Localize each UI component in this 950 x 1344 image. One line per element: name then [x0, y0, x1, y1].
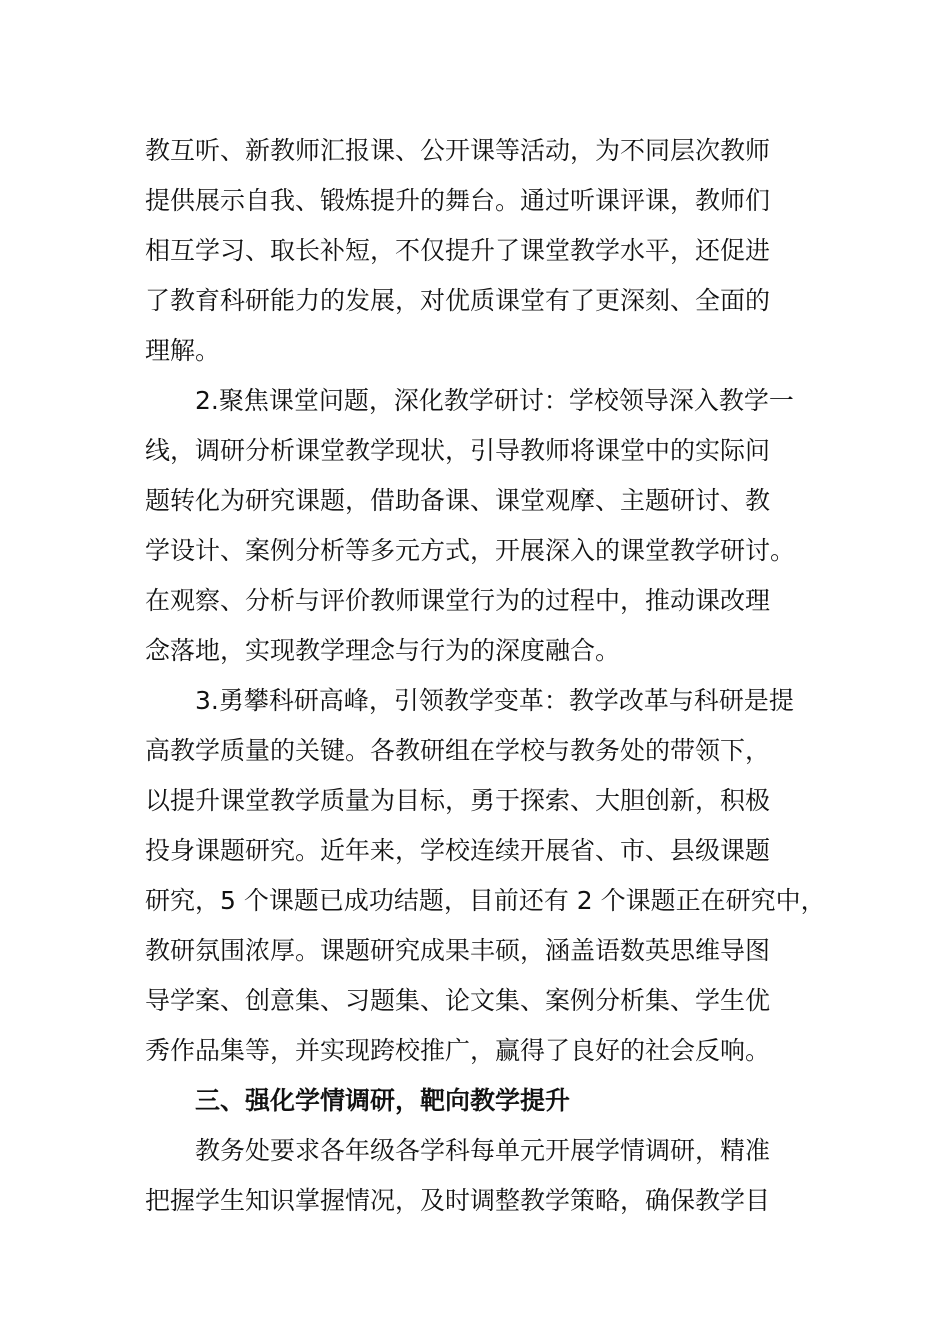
- paragraph-line: 提供展示自我、锻炼提升的舞台。通过听课评课，教师们: [145, 186, 771, 215]
- paragraph-line: 把握学生知识掌握情况，及时调整教学策略，确保教学目: [145, 1186, 771, 1215]
- paragraph-line: 相互学习、取长补短，不仅提升了课堂教学水平，还促进: [145, 236, 771, 265]
- paragraph-line: 教务处要求各年级各学科每单元开展学情调研，精准: [195, 1136, 771, 1165]
- section-heading: 三、强化学情调研，靶向教学提升: [195, 1086, 571, 1115]
- paragraph-line: 研究，5 个课题已成功结题，目前还有 2 个课题正在研究中，: [145, 886, 826, 915]
- paragraph-line-item-3: 3.勇攀科研高峰，引领教学变革：教学改革与科研是提: [195, 686, 794, 715]
- paragraph-line: 学设计、案例分析等多元方式，开展深入的课堂教学研讨。: [145, 536, 796, 565]
- paragraph-line: 高教学质量的关键。各教研组在学校与教务处的带领下，: [145, 736, 771, 765]
- paragraph-line: 投身课题研究。近年来，学校连续开展省、市、县级课题: [145, 836, 771, 865]
- paragraph-line: 教互听、新教师汇报课、公开课等活动，为不同层次教师: [145, 136, 771, 165]
- paragraph-line: 在观察、分析与评价教师课堂行为的过程中，推动课改理: [145, 586, 771, 615]
- paragraph-line: 理解。: [145, 336, 221, 365]
- paragraph-line-item-2: 2.聚焦课堂问题，深化教学研讨：学校领导深入教学一: [195, 386, 794, 415]
- paragraph-line: 以提升课堂教学质量为目标，勇于探索、大胆创新，积极: [145, 786, 771, 815]
- paragraph-line: 线，调研分析课堂教学现状，引导教师将课堂中的实际问: [145, 436, 771, 465]
- paragraph-line: 了教育科研能力的发展，对优质课堂有了更深刻、全面的: [145, 286, 771, 315]
- paragraph-line: 教研氛围浓厚。课题研究成果丰硕，涵盖语数英思维导图: [145, 936, 771, 965]
- paragraph-line: 题转化为研究课题，借助备课、课堂观摩、主题研讨、教: [145, 486, 771, 515]
- paragraph-line: 导学案、创意集、习题集、论文集、案例分析集、学生优: [145, 986, 771, 1015]
- paragraph-line: 念落地，实现教学理念与行为的深度融合。: [145, 636, 621, 665]
- document-body: [145, 126, 835, 1226]
- paragraph-line: 秀作品集等，并实现跨校推广，赢得了良好的社会反响。: [145, 1036, 771, 1065]
